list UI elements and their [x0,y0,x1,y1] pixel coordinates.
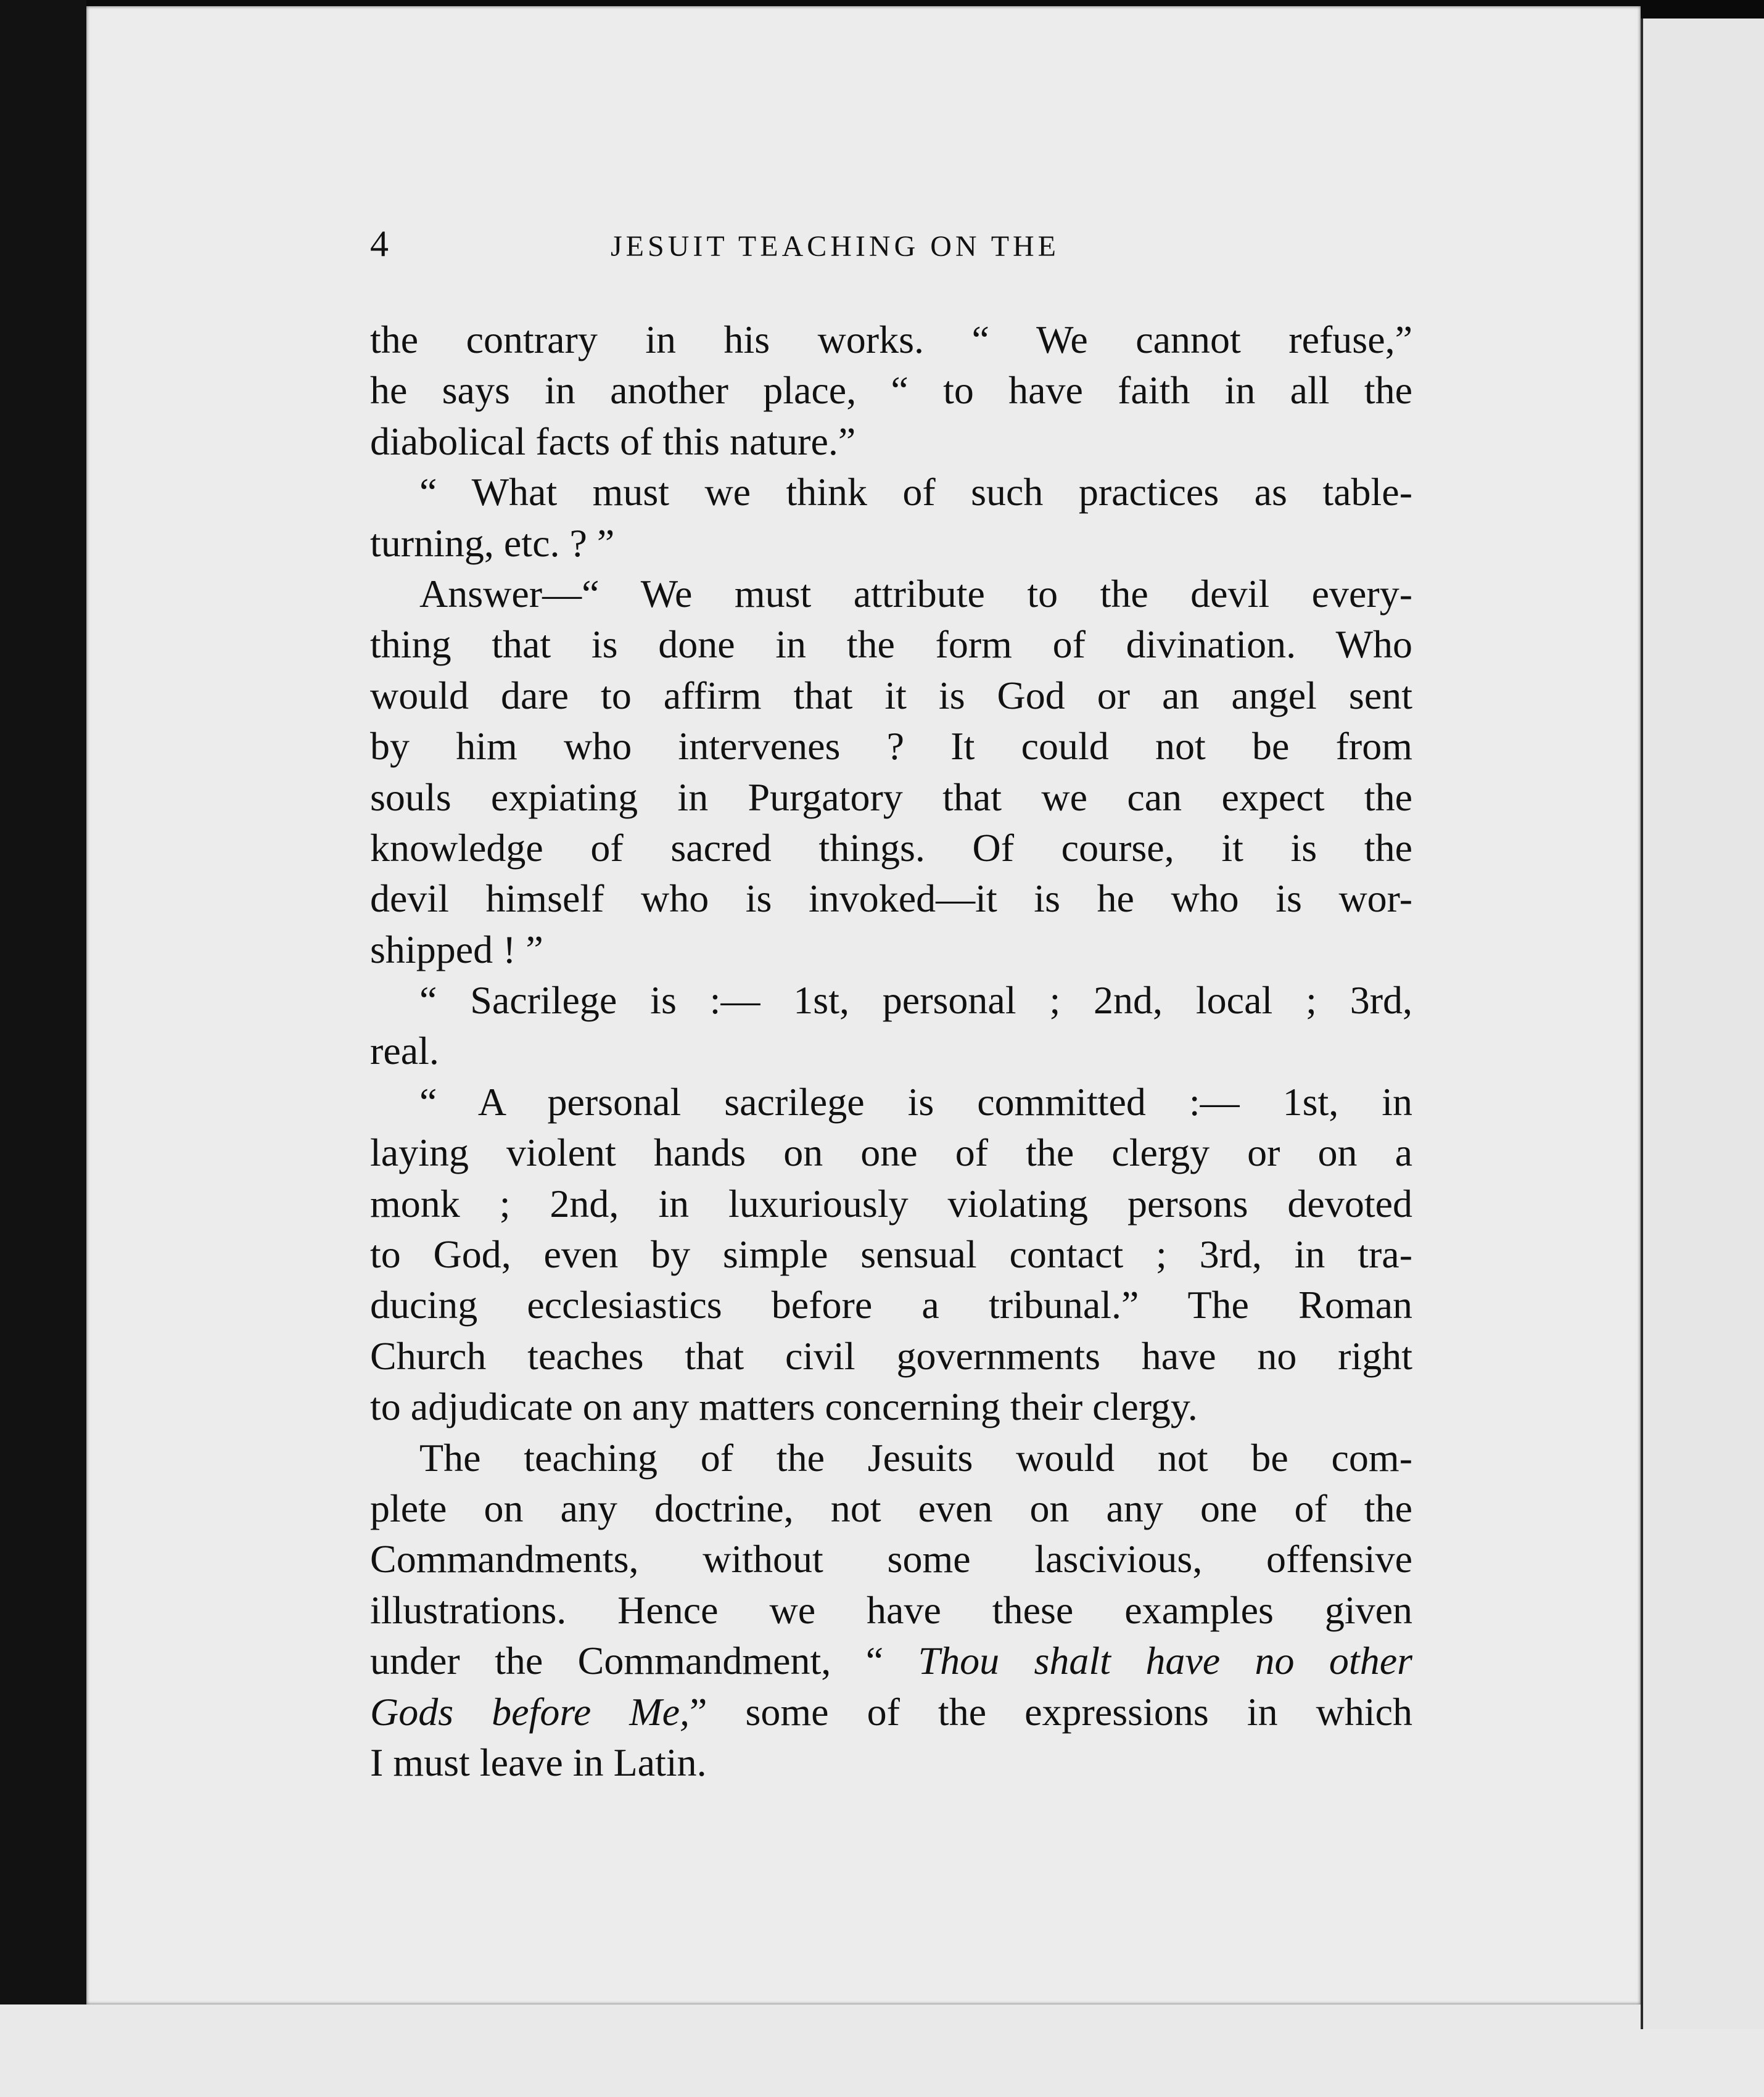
line-28-suffix: ” some of the expressions in which [690,1689,1412,1734]
text-line: ducing ecclesiastics before a tribunal.” The Roman [370,1283,1412,1327]
text-line: Church teaches that civil governments have no right [370,1333,1412,1378]
text-line: turning, etc. ? ” [370,521,615,565]
text-line: illustrations. Hence we have these examples given [370,1588,1412,1632]
text-line: diabolical facts of this nature.” [370,419,856,463]
text-line: plete on any doctrine, not even on any one of the [370,1486,1412,1530]
line-27-prefix: under the Commandment, “ [370,1639,918,1683]
text-line: The teaching of the Jesuits would not be com- [419,1435,1412,1480]
text-line: “ What must we think of such practices as table- [419,470,1412,514]
body-text [370,315,1412,1788]
text-line: Commandments, without some lascivious, offensive [370,1537,1412,1581]
text-line: Answer—“ We must attribute to the devil every- [419,571,1412,616]
text-line: souls expiating in Purgatory that we can expect the [370,775,1412,819]
scan-margin-bottom [0,2004,1764,2097]
text-line: laying violent hands on one of the clergy or on a [370,1131,1412,1175]
running-title: JESUIT TEACHING ON THE [611,230,1060,263]
text-line-final: I must leave in Latin. [370,1740,707,1784]
text-line: he says in another place, “ to have faith in all the [370,368,1412,413]
running-head [370,219,1419,268]
text-line: “ Sacrilege is :— 1st, personal ; 2nd, local ; 3rd, [419,978,1412,1023]
text-line [370,1636,1412,1686]
text-line: to adjudicate on any matters concerning their clergy. [370,1385,1198,1429]
text-line: thing that is done in the form of divination. Who [370,622,1412,667]
text-line: the contrary in his works. “ We cannot refuse,” [370,318,1412,361]
commandment-quote-end: Gods before Me, [370,1689,690,1734]
text-line: by him who intervenes ? It could not be from [370,724,1412,768]
text-line: real. [370,1029,439,1073]
text-line: would dare to affirm that it is God or an angel sent [370,673,1412,717]
text-line: devil himself who is invoked—it is he who is wor- [370,876,1412,921]
text-line: to God, even by simple sensual contact ; 3rd, in tra- [370,1232,1412,1277]
text-line [370,1687,1412,1737]
text-line: “ A personal sacrilege is committed :— 1st, in [419,1079,1412,1124]
scan-margin-left [0,0,86,2004]
facing-page [1641,19,1764,2029]
commandment-quote-start: Thou shalt have no other [918,1639,1412,1683]
text-line: knowledge of sacred things. Of course, it is the [370,825,1412,870]
text-line: monk ; 2nd, in luxuriously violating persons devoted [370,1181,1412,1226]
text-line: shipped ! ” [370,927,543,971]
page-number: 4 [370,223,389,264]
